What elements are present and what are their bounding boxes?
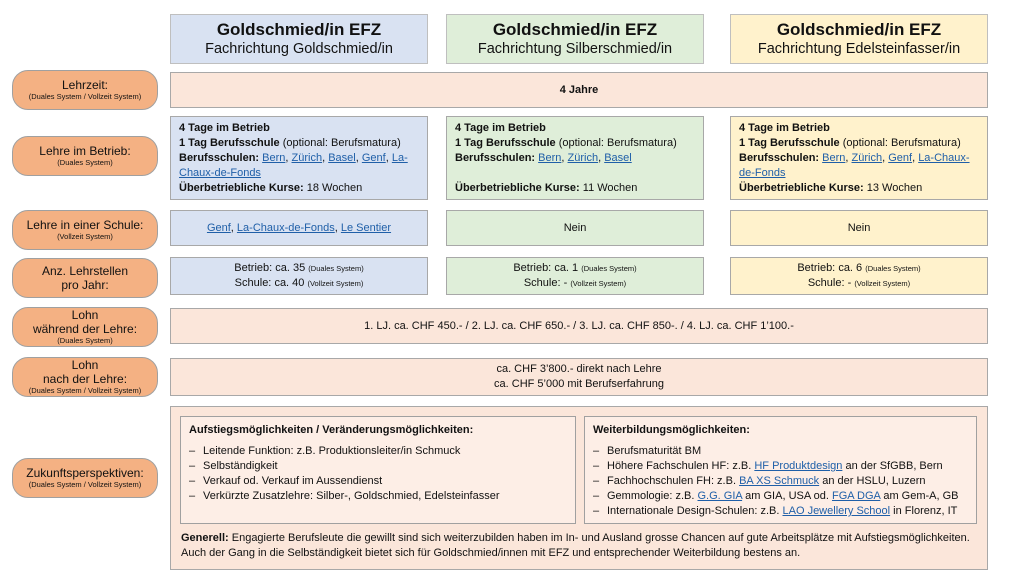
- betrieb-schools: Berufsschulen: Bern, Zürich, Basel, Genf, La-Chaux-de-Fonds: [179, 152, 408, 179]
- list-item: – Leitende Funktion: z.B. Produktionsleiter/in Schmuck: [189, 444, 567, 459]
- betrieb-cell-silberschmied: [446, 116, 704, 200]
- lehrzeit-text: 4 Jahre: [559, 83, 599, 96]
- row-label-sub: (Duales System / Vollzeit System): [28, 92, 142, 101]
- list-item: – Verkauf od. Verkauf im Aussendienst: [189, 474, 567, 489]
- betrieb-schools: Berufsschulen: Bern, Zürich, Basel: [455, 152, 632, 164]
- list-item: – Gemmologie: z.B. G.G. GIA am GIA, USA od. FGA DGA am Gem-A, GB: [593, 489, 968, 504]
- row-label-schule: [12, 210, 158, 250]
- row-label-sub: (Duales System): [57, 336, 113, 345]
- list-item: – Selbständigkeit: [189, 459, 567, 474]
- row-label-sub: (Vollzeit System): [57, 232, 113, 241]
- betrieb-school-day: 1 Tag Berufsschule (optional: Berufsmatura): [179, 137, 401, 149]
- column-subtitle: Fachrichtung Silberschmied/in: [477, 41, 673, 57]
- column-subtitle: Fachrichtung Edelsteinfasser/in: [757, 41, 961, 57]
- school-link-genf[interactable]: Genf: [206, 221, 231, 234]
- row-label-text: nach der Lehre:: [42, 372, 128, 386]
- betrieb-courses: Überbetriebliche Kurse: 11 Wochen: [455, 182, 638, 194]
- weiterbildung-box: [584, 416, 977, 524]
- betrieb-courses: Überbetriebliche Kurse: 18 Wochen: [179, 182, 363, 194]
- schule-cell-edelsteinfasser: [730, 210, 988, 246]
- aufstieg-box: [180, 416, 576, 524]
- lehrzeit-value: [170, 72, 988, 108]
- schule-cell-silberschmied: [446, 210, 704, 246]
- lao-jewellery-school-link[interactable]: LAO Jewellery School: [782, 505, 891, 517]
- betrieb-cell-edelsteinfasser: [730, 116, 988, 200]
- hf-produktdesign-link[interactable]: HF Produktdesign: [754, 460, 843, 472]
- zukunft-panel: [170, 406, 988, 570]
- row-label-text: Lehrzeit:: [61, 78, 109, 92]
- lehrstellen-cell-edelsteinfasser: Betrieb: ca. 6 (Duales System) Schule: - (Vollzeit System): [730, 257, 988, 295]
- list-item: – Höhere Fachschulen HF: z.B. HF Produktdesign an der SfGBB, Bern: [593, 459, 968, 474]
- schule-value: Nein: [563, 221, 587, 234]
- betrieb-school-day: 1 Tag Berufsschule (optional: Berufsmatura): [455, 137, 677, 149]
- lohn-lehre-value: [170, 308, 988, 344]
- row-label-text: Lohn: [71, 358, 99, 372]
- row-label-lehrzeit: [12, 70, 158, 110]
- school-link-zuerich[interactable]: Zürich: [291, 152, 323, 164]
- betrieb-days: 4 Tage im Betrieb: [739, 122, 830, 134]
- list-item: – Verkürzte Zusatzlehre: Silber-, Goldschmied, Edelsteinfasser: [189, 489, 567, 504]
- column-header-edelsteinfasser: [730, 14, 988, 64]
- school-link-bern[interactable]: Bern: [822, 152, 846, 164]
- row-label-text: Lehre in einer Schule:: [26, 218, 144, 232]
- row-label-text: pro Jahr:: [61, 278, 109, 292]
- betrieb-cell-goldschmied: [170, 116, 428, 200]
- column-title: Goldschmied/in EFZ: [776, 20, 942, 39]
- ba-xs-schmuck-link[interactable]: BA XS Schmuck: [739, 475, 820, 487]
- school-link-bern[interactable]: Bern: [538, 152, 562, 164]
- row-label-text: Anz. Lehrstellen: [41, 264, 129, 278]
- school-link-zuerich[interactable]: Zürich: [851, 152, 883, 164]
- row-label-lohn-nach: [12, 357, 158, 397]
- generell-text: Generell: Engagierte Berufsleute die gewillt sind sich weiterzubilden haben im In- und Ausland grosse Chancen auf gute Arbeitsplätze mit Aufstiegsmöglichkeiten. Auch der Gang in die Selbständigkeit bietet sich für Goldschmied/innen mit EFZ und entsprechender Weiterbildung bestens an.: [181, 532, 970, 559]
- schule-value: Nein: [847, 221, 871, 234]
- column-title: Goldschmied/in EFZ: [492, 20, 658, 39]
- school-link-la-chaux-de-fonds[interactable]: La-Chaux-de-Fonds: [236, 221, 335, 234]
- row-label-sub: (Duales System): [57, 158, 113, 167]
- column-header-silberschmied: [446, 14, 704, 64]
- column-title: Goldschmied/in EFZ: [216, 20, 382, 39]
- row-label-zukunft: [12, 458, 158, 498]
- school-link-basel[interactable]: Basel: [328, 152, 356, 164]
- row-label-betrieb: [12, 136, 158, 176]
- row-label-text: Lohn: [71, 308, 99, 322]
- school-link-le-sentier[interactable]: Le Sentier: [340, 221, 392, 234]
- school-link-genf[interactable]: Genf: [888, 152, 913, 164]
- fga-dga-link[interactable]: FGA DGA: [831, 490, 881, 502]
- lohn-nach-text: ca. CHF 5’000 mit Berufserfahrung: [494, 378, 664, 390]
- school-link-bern[interactable]: Bern: [262, 152, 286, 164]
- row-label-lohn-lehre: [12, 307, 158, 347]
- gg-gia-link[interactable]: G.G. GIA: [697, 490, 743, 502]
- row-label-sub: (Duales System / Vollzeit System): [28, 480, 142, 489]
- lehrstellen-cell-goldschmied: Betrieb: ca. 35 (Duales System) Schule: ca. 40 (Vollzeit System): [170, 257, 428, 295]
- school-link-la-chaux-de-fonds[interactable]: La-Chaux-de-Fonds: [179, 152, 408, 179]
- list-item: – Berufsmaturität BM: [593, 444, 968, 459]
- list-item: – Internationale Design-Schulen: z.B. LAO Jewellery School in Florenz, IT: [593, 504, 968, 519]
- schule-cell-goldschmied: Genf, La-Chaux-de-Fonds, Le Sentier: [170, 210, 428, 246]
- school-link-genf[interactable]: Genf: [361, 152, 386, 164]
- row-label-text: Lehre im Betrieb:: [39, 144, 131, 158]
- row-label-sub: (Duales System / Vollzeit System): [28, 386, 142, 395]
- lohn-nach-text: ca. CHF 3’800.- direkt nach Lehre: [496, 363, 662, 375]
- aufstieg-title: Aufstiegsmöglichkeiten / Veränderungsmöglichkeiten:: [189, 424, 474, 436]
- weiterbildung-list: [593, 444, 968, 519]
- betrieb-courses: Überbetriebliche Kurse: 13 Wochen: [739, 182, 923, 194]
- betrieb-schools: Berufsschulen: Bern, Zürich, Genf, La-Chaux-de-Fonds: [739, 152, 970, 179]
- aufstieg-list: [189, 444, 567, 504]
- lehrstellen-cell-silberschmied: Betrieb: ca. 1 (Duales System) Schule: - (Vollzeit System): [446, 257, 704, 295]
- lohn-nach-value: [170, 358, 988, 396]
- column-header-goldschmied: [170, 14, 428, 64]
- betrieb-school-day: 1 Tag Berufsschule (optional: Berufsmatura): [739, 137, 961, 149]
- betrieb-days: 4 Tage im Betrieb: [455, 122, 546, 134]
- list-item: – Fachhochschulen FH: z.B. BA XS Schmuck an der HSLU, Luzern: [593, 474, 968, 489]
- row-label-text: während der Lehre:: [32, 322, 138, 336]
- weiterbildung-title: Weiterbildungsmöglichkeiten:: [593, 424, 750, 436]
- school-link-la-chaux-de-fonds[interactable]: La-Chaux-de-Fonds: [739, 152, 970, 179]
- row-label-text: Zukunftsperspektiven:: [26, 466, 144, 480]
- school-link-basel[interactable]: Basel: [604, 152, 632, 164]
- betrieb-days: 4 Tage im Betrieb: [179, 122, 270, 134]
- lohn-lehre-text: 1. LJ. ca. CHF 450.- / 2. LJ. ca. CHF 650.- / 3. LJ. ca. CHF 850-. / 4. LJ. ca. CHF 1’100.-: [364, 319, 794, 332]
- column-subtitle: Fachrichtung Goldschmied/in: [205, 41, 393, 57]
- school-link-zuerich[interactable]: Zürich: [567, 152, 599, 164]
- row-label-lehrstellen: [12, 258, 158, 298]
